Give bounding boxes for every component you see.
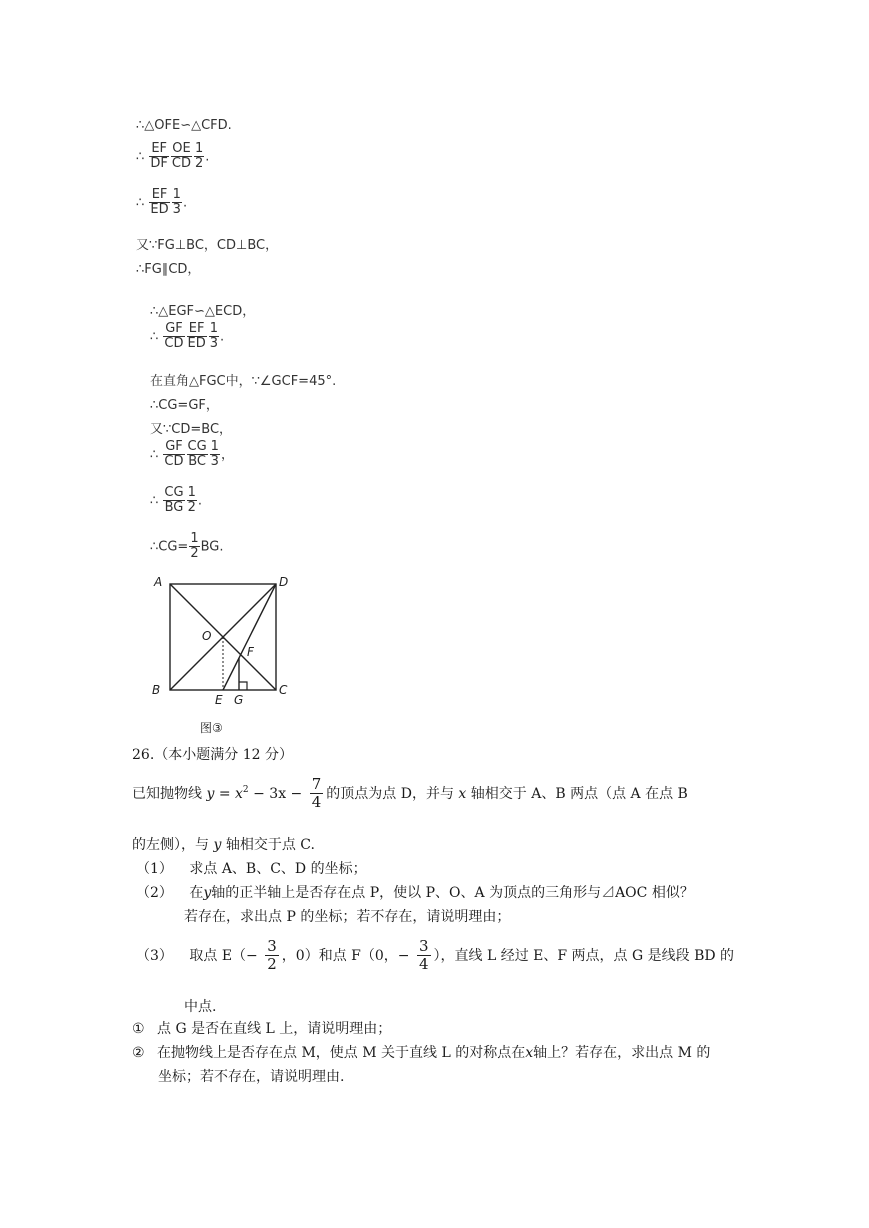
sub-question-1 — [132, 1018, 391, 1038]
question-3 — [136, 938, 734, 974]
denominator: DF — [150, 156, 168, 172]
label-e: E — [215, 693, 223, 707]
question-text: 轴上？若存在，求出点 M 的 — [533, 1045, 711, 1061]
denominator: CD — [164, 336, 184, 352]
therefore-symbol: ∴ — [150, 493, 159, 509]
numerator: CG — [164, 485, 184, 500]
var-y: y — [213, 837, 222, 853]
sub-question-2 — [132, 1042, 710, 1062]
solution-line-2 — [136, 142, 209, 172]
numerator: 1 — [187, 485, 196, 500]
question-text: 点 G 是否在直线 L 上，请说明理由； — [157, 1021, 392, 1037]
solution-line-4 — [136, 234, 278, 253]
numerator: EF — [149, 188, 169, 203]
solution-line-3 — [136, 188, 187, 218]
denominator: 3 — [172, 202, 181, 218]
var-y: y — [203, 885, 212, 901]
label-b: B — [152, 683, 161, 697]
numerator: 1 — [209, 321, 219, 336]
denominator: CD — [164, 454, 184, 470]
sub-question-2-line-2 — [158, 1066, 344, 1086]
problem-header — [132, 744, 293, 764]
intro-text: 已知抛物线 — [132, 785, 202, 802]
question-number: （3） — [136, 947, 173, 964]
equals-sign: = — [218, 785, 231, 802]
fraction — [194, 142, 204, 172]
solution-line-1 — [136, 118, 232, 133]
label-o: O — [202, 629, 212, 643]
numerator: EF — [187, 322, 207, 337]
question-number: （1） — [136, 861, 173, 877]
intro-text: 的左侧），与 — [132, 837, 209, 853]
var-y: y — [206, 785, 215, 802]
denominator: 2 — [195, 156, 204, 172]
question-text: ），直线 L 经过 E、F 两点，点 G 是线段 BD 的 — [433, 947, 735, 964]
fraction — [163, 486, 184, 516]
question-text: 取点 E（− — [189, 947, 258, 964]
solution-line-10 — [150, 418, 232, 437]
therefore-symbol: ∴ — [136, 149, 145, 165]
fraction-three-fourths — [417, 938, 431, 974]
fraction — [149, 142, 169, 172]
denominator: 2 — [187, 500, 196, 516]
fraction — [187, 486, 197, 516]
equation-term: − 3x − — [253, 785, 303, 802]
question-2 — [136, 882, 694, 902]
label-g: G — [234, 693, 244, 707]
solution-text: BG. — [200, 539, 224, 555]
numerator: 1 — [210, 439, 219, 454]
fraction-three-halves — [265, 938, 279, 974]
var-x: x — [458, 785, 467, 802]
denominator: 4 — [418, 955, 429, 974]
numerator: OE — [172, 141, 191, 156]
question-1 — [136, 858, 367, 878]
punctuation: . — [197, 493, 202, 509]
question-text: 求点 A、B、C、D 的坐标； — [189, 861, 367, 877]
solution-text: ∴△EGF∽△ECD， — [150, 304, 256, 319]
label-a: A — [154, 575, 163, 589]
exponent: 2 — [242, 785, 249, 796]
question-text: 轴的正半轴上是否存在点 P，使以 P、O、A 为顶点的三角形与⊿AOC 相似？ — [211, 885, 694, 901]
solution-line-6 — [150, 300, 255, 319]
var-x: x — [235, 785, 243, 802]
denominator: ED — [187, 336, 206, 352]
solution-text: ∴FG∥CD， — [136, 262, 201, 277]
sub-question-number: ① — [132, 1021, 145, 1037]
var-x: x — [525, 1045, 534, 1061]
solution-text: 又∵FG⊥BC，CD⊥BC， — [136, 238, 279, 253]
solution-line-8 — [150, 370, 336, 389]
solution-text: ∴△OFE∽△CFD. — [136, 118, 232, 133]
solution-text: 在直角△FGC中，∵∠GCF=45°. — [150, 374, 337, 389]
fraction — [187, 440, 208, 470]
question-text: 在抛物线上是否存在点 M，使点 M 关于直线 L 的对称点在 — [157, 1045, 526, 1061]
label-f: F — [247, 645, 254, 659]
fraction — [189, 532, 199, 562]
fraction — [163, 322, 184, 352]
punctuation: . — [205, 149, 210, 165]
therefore-symbol: ∴ — [150, 447, 159, 463]
denominator: ED — [150, 202, 169, 218]
fraction — [209, 322, 219, 352]
denominator: CD — [171, 156, 192, 172]
question-3-line-2 — [184, 996, 216, 1016]
numerator: EF — [151, 141, 168, 156]
denominator: BC — [188, 454, 206, 470]
problem-intro-line-2 — [132, 834, 315, 854]
solution-text: 又∵CD=BC， — [150, 422, 233, 437]
punctuation: . — [220, 329, 225, 345]
denominator: 4 — [311, 793, 322, 812]
intro-text: 的顶点为点 D，并与 — [326, 785, 454, 802]
problem-number: 26.（本小题满分 12 分） — [132, 747, 293, 763]
question-text: 坐标；若不存在，请说明理由. — [158, 1069, 345, 1085]
solution-line-7 — [150, 322, 224, 352]
therefore-symbol: ∴ — [136, 195, 145, 211]
therefore-symbol: ∴ — [150, 329, 159, 345]
denominator: 2 — [267, 955, 277, 974]
fraction — [171, 142, 192, 172]
numerator: 7 — [311, 775, 322, 793]
fraction — [172, 188, 182, 218]
question-text: 若存在，求出点 P 的坐标；若不存在，请说明理由； — [184, 909, 511, 925]
intro-text: 轴相交于 A、B 两点（点 A 在点 B — [470, 785, 688, 802]
segment-de — [223, 584, 276, 690]
denominator: BG — [164, 500, 184, 516]
solution-line-5 — [136, 258, 200, 277]
figure-caption: 图③ — [200, 721, 223, 735]
fraction — [163, 440, 184, 470]
solution-line-11 — [150, 440, 234, 470]
question-text: 在 — [189, 885, 204, 901]
solution-line-9 — [150, 394, 219, 413]
denominator: 2 — [190, 546, 199, 562]
question-number: （2） — [136, 885, 173, 901]
fraction — [187, 322, 207, 352]
solution-line-13 — [150, 532, 224, 562]
geometry-figure — [148, 574, 298, 742]
numerator: 3 — [267, 937, 277, 955]
numerator: 3 — [418, 937, 429, 955]
denominator: 3 — [209, 336, 219, 352]
numerator: GF — [165, 321, 183, 336]
problem-intro-line-1 — [132, 776, 688, 812]
numerator: 1 — [190, 531, 199, 546]
punctuation: ， — [220, 447, 234, 463]
solution-line-12 — [150, 486, 202, 516]
fraction — [210, 440, 220, 470]
fraction — [149, 188, 169, 218]
label-d: D — [279, 575, 289, 589]
question-text: ，0）和点 F（0，− — [281, 947, 410, 964]
solution-text: ∴CG= — [150, 539, 189, 555]
numerator: CG — [187, 439, 207, 454]
numerator: 1 — [172, 187, 181, 202]
question-text: 中点. — [184, 999, 217, 1015]
question-2-line-2 — [184, 906, 510, 926]
label-c: C — [279, 683, 288, 697]
numerator: GF — [165, 439, 183, 454]
intro-text: 轴相交于点 C. — [225, 837, 315, 853]
denominator: 3 — [210, 454, 219, 470]
solution-text: ∴CG=GF， — [150, 398, 219, 413]
right-angle-mark — [239, 682, 247, 690]
numerator: 1 — [195, 141, 204, 156]
punctuation: . — [182, 195, 188, 211]
fraction-seven-fourths — [310, 776, 324, 812]
sub-question-number: ② — [132, 1045, 145, 1061]
